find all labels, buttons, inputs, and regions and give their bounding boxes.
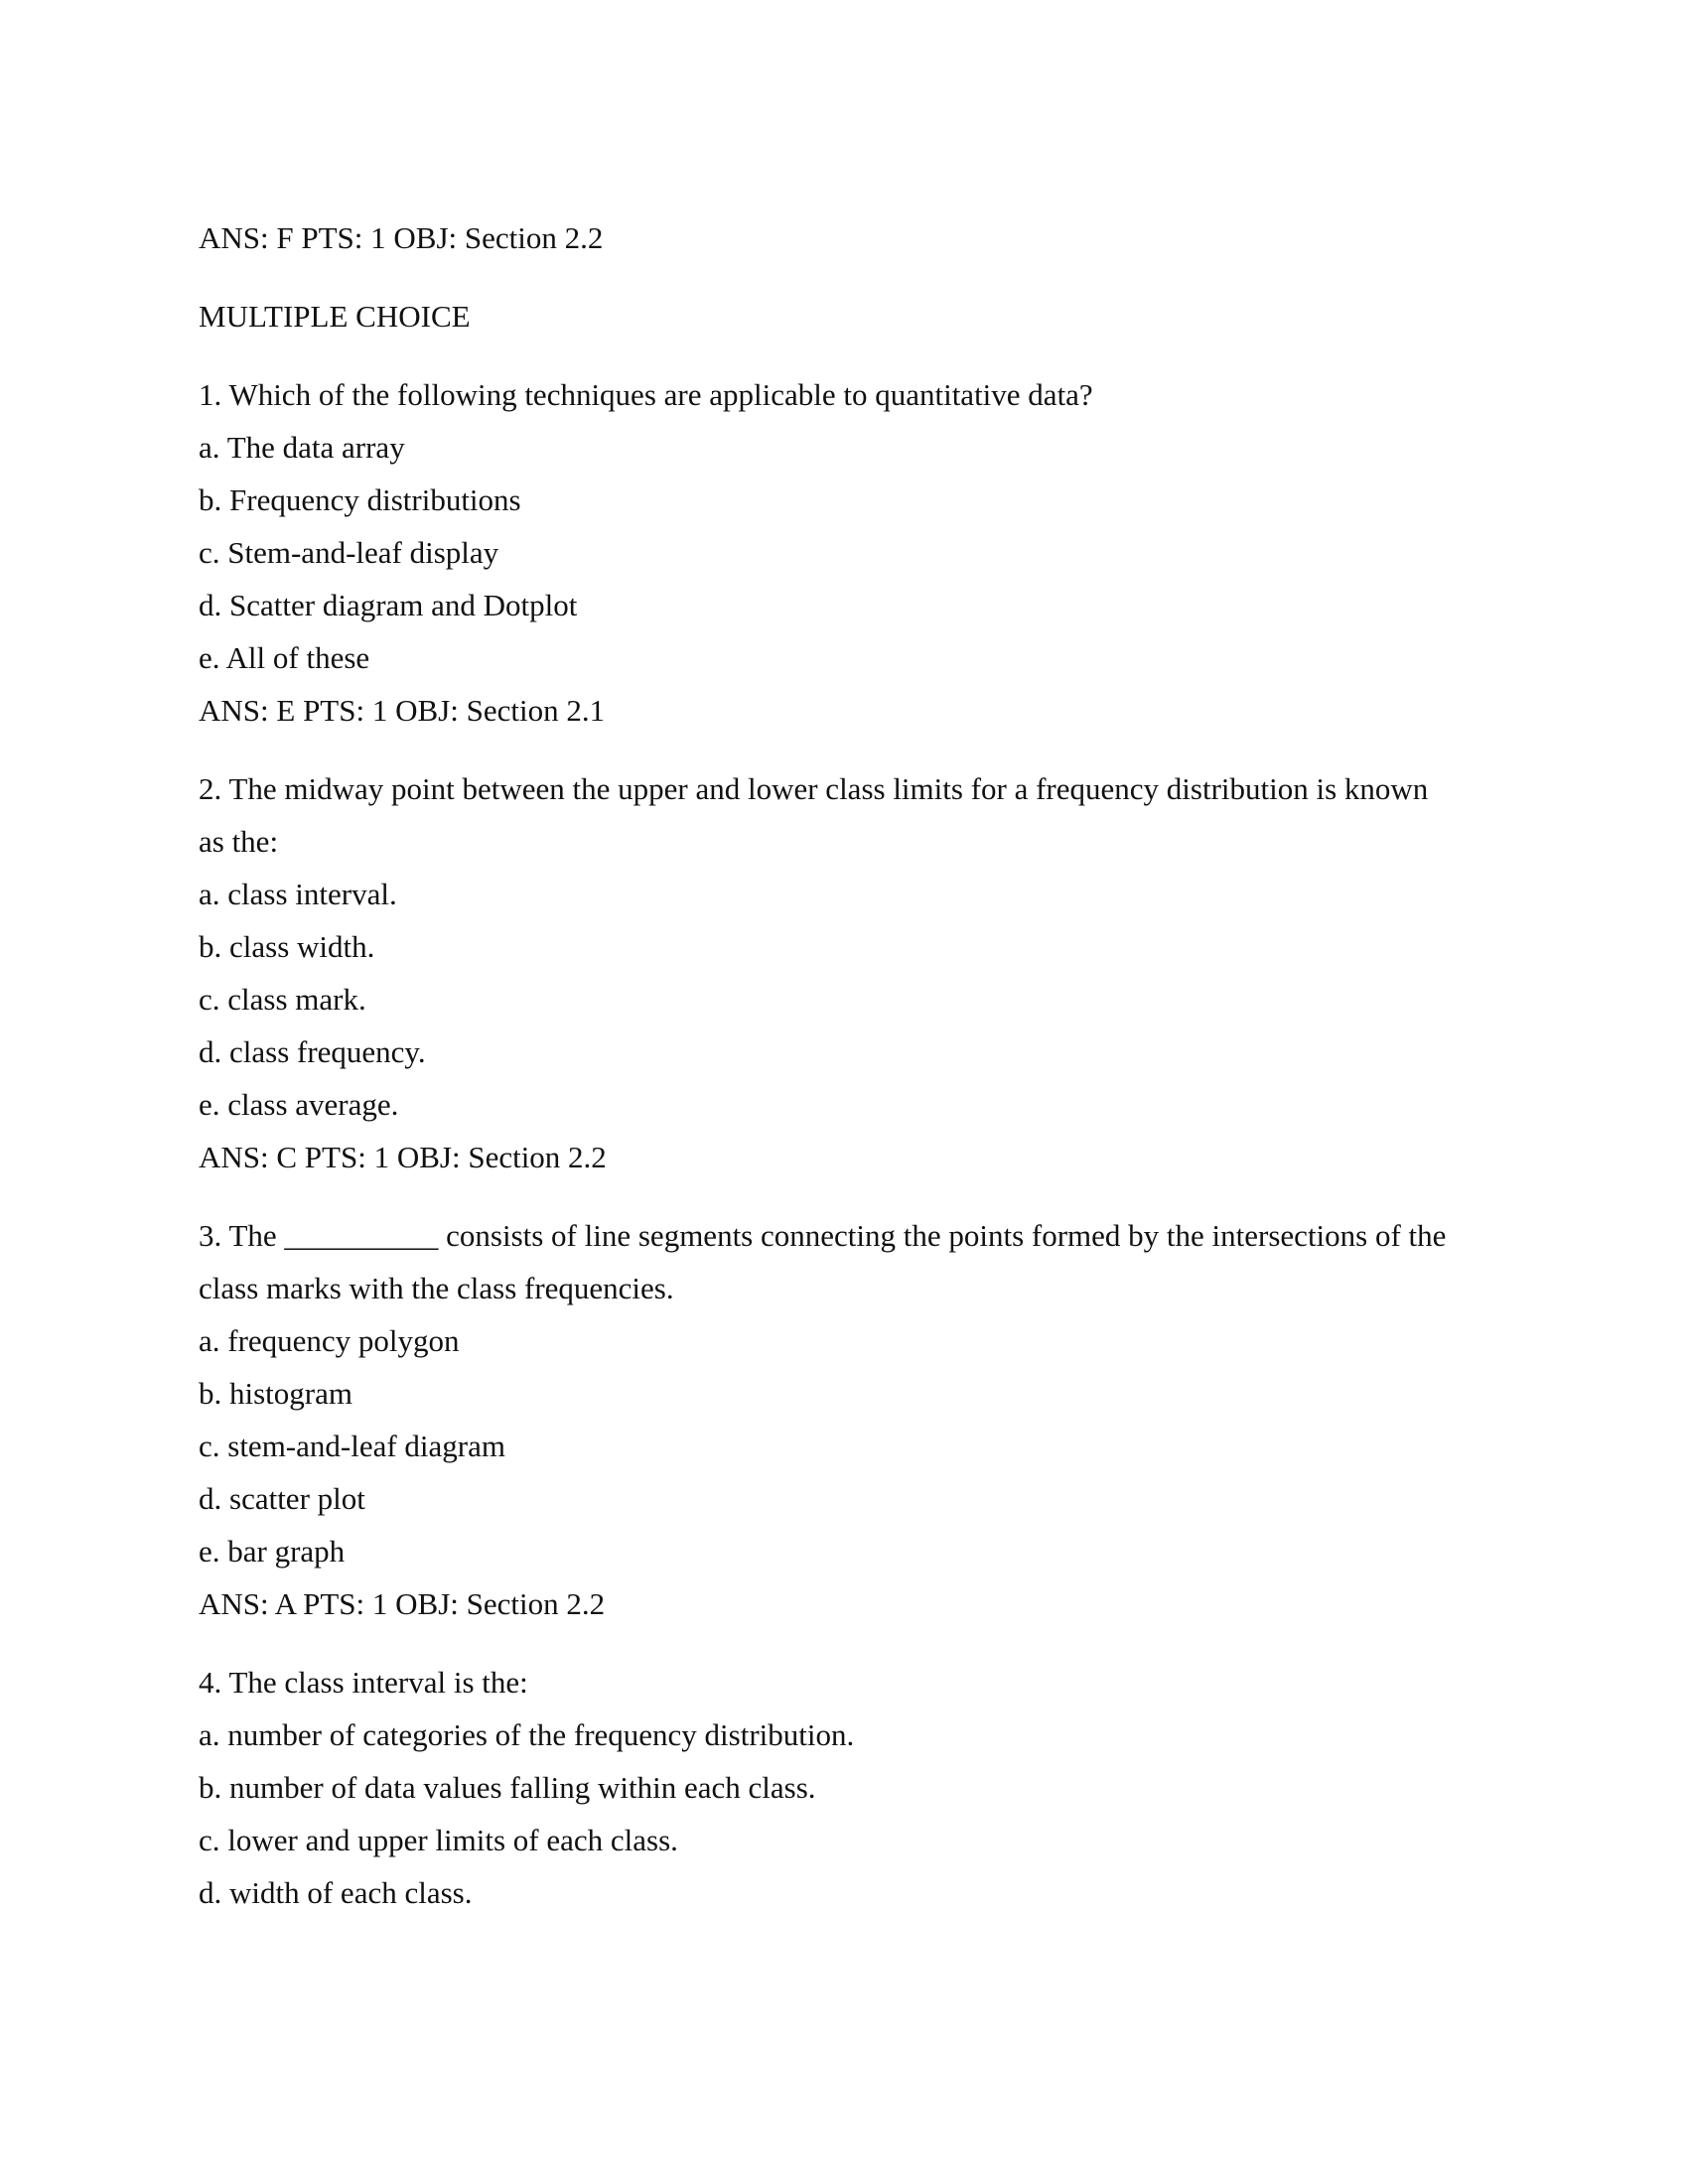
question-stem-continued: as the: <box>199 824 279 859</box>
option-c: c. lower and upper limits of each class. <box>199 1823 678 1857</box>
question-1 <box>199 368 1489 737</box>
question-stem: 2. The midway point between the upper and lower class limits for a frequency distribution is known <box>199 771 1429 806</box>
option-e: e. All of these <box>199 640 370 675</box>
option-c: c. Stem-and-leaf display <box>199 535 499 570</box>
question-stem-continued: class marks with the class frequencies. <box>199 1271 674 1305</box>
option-a: a. number of categories of the frequency distribution. <box>199 1717 855 1752</box>
option-d: d. Scatter diagram and Dotplot <box>199 588 578 622</box>
answer-line: ANS: A PTS: 1 OBJ: Section 2.2 <box>199 1586 606 1621</box>
option-e: e. bar graph <box>199 1534 346 1569</box>
option-b: b. Frequency distributions <box>199 482 521 517</box>
section-heading: MULTIPLE CHOICE <box>199 299 471 334</box>
question-stem: 3. The __________ consists of line segments connecting the points formed by the intersections of the <box>199 1218 1447 1253</box>
question-2 <box>199 762 1489 1183</box>
option-c: c. class mark. <box>199 982 366 1017</box>
option-d: d. width of each class. <box>199 1875 473 1910</box>
option-d: d. class frequency. <box>199 1034 426 1069</box>
option-b: b. histogram <box>199 1376 352 1411</box>
document-page <box>199 211 1489 1919</box>
option-b: b. class width. <box>199 929 375 964</box>
previous-answer-line: ANS: F PTS: 1 OBJ: Section 2.2 <box>199 220 604 255</box>
option-a: a. frequency polygon <box>199 1323 460 1358</box>
answer-line: ANS: E PTS: 1 OBJ: Section 2.1 <box>199 693 606 728</box>
question-4 <box>199 1656 1489 1919</box>
option-b: b. number of data values falling within each class. <box>199 1770 816 1805</box>
answer-line: ANS: C PTS: 1 OBJ: Section 2.2 <box>199 1140 607 1174</box>
question-stem: 1. Which of the following techniques are applicable to quantitative data? <box>199 377 1093 412</box>
question-stem: 4. The class interval is the: <box>199 1665 528 1700</box>
option-a: a. The data array <box>199 430 405 465</box>
option-d: d. scatter plot <box>199 1481 365 1516</box>
option-c: c. stem-and-leaf diagram <box>199 1429 505 1463</box>
option-a: a. class interval. <box>199 877 397 911</box>
question-3 <box>199 1209 1489 1630</box>
option-e: e. class average. <box>199 1087 399 1122</box>
